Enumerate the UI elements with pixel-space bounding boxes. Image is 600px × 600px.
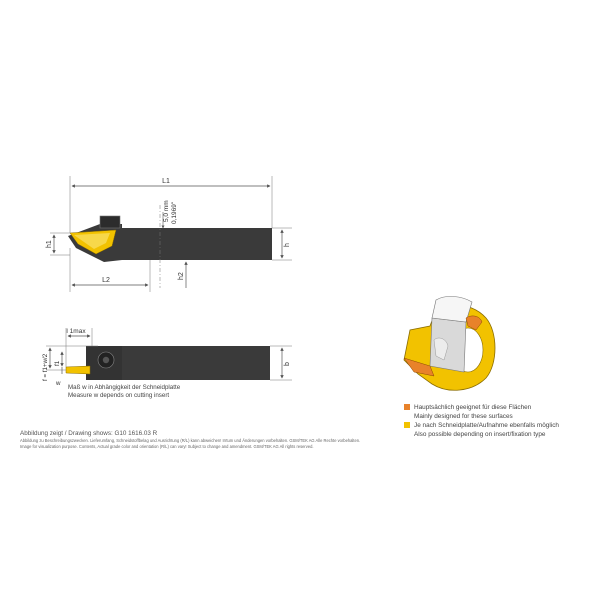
f1-label: f1: [54, 360, 61, 366]
l1-label: L1: [162, 178, 170, 185]
w-label: w: [56, 380, 61, 387]
legend-alt-de: Je nach Schneidplatte/Aufnahme ebenfalls möglich: [414, 422, 559, 429]
legend-item-alt: [404, 422, 559, 429]
l1max-label: l 1max: [66, 328, 86, 335]
l2-label: L2: [102, 277, 110, 284]
top-insert: [66, 366, 90, 374]
top-view: [42, 328, 292, 387]
drawing-caption: Abbildung zeigt / Drawing shows: G10 1616.03 R: [20, 430, 158, 437]
legend-main-de: Hauptsächlich geeignet für diese Flächen: [414, 404, 532, 411]
surface-illustration: [404, 296, 495, 390]
disclaimer-de: Abbildung zu Beschreibungszwecken. Lieferumfang, Schneidstoffbelag und Ausrichtung (R/L) kann abweichen! Irrtum und Änderungen vorbehalten. GSM/TEK AG Alle Rechte vorbehalten.: [20, 438, 361, 443]
offset-mm-label: 5,0 mm: [163, 200, 170, 222]
legend-item-main: [404, 404, 531, 411]
h2-label: h2: [178, 272, 185, 280]
h-label: h: [284, 243, 291, 247]
side-view: [46, 176, 292, 292]
legend-item-main-en: [414, 413, 513, 420]
legend-alt-en: Also possible depending on insert/fixation type: [414, 431, 546, 438]
tool-shank: [122, 228, 272, 260]
measure-note-en: Measure w depends on cutting insert: [68, 392, 170, 399]
orange-swatch-icon: [404, 404, 410, 410]
clamp-block: [100, 216, 120, 228]
legend-main-en: Mainly designed for these surfaces: [414, 413, 513, 420]
measure-note-de: Maß w in Abhängigkeit der Schneidplatte: [68, 384, 181, 391]
legend-item-alt-en: [414, 431, 545, 438]
h1-label: h1: [46, 240, 53, 248]
b-label: b: [284, 362, 291, 366]
offset-in-label: 0,1969": [171, 201, 178, 224]
f-formula-label: f = f1+w/2: [42, 353, 49, 381]
top-shank: [98, 346, 270, 380]
yellow-swatch-icon: [404, 422, 410, 428]
disclaimer-en: Image for visualization purpose. Contents, Actual grade color and orientation (R/L) can vary! Subject to change and amendment. GSM/TEK AG All rights reserved.: [20, 444, 314, 449]
